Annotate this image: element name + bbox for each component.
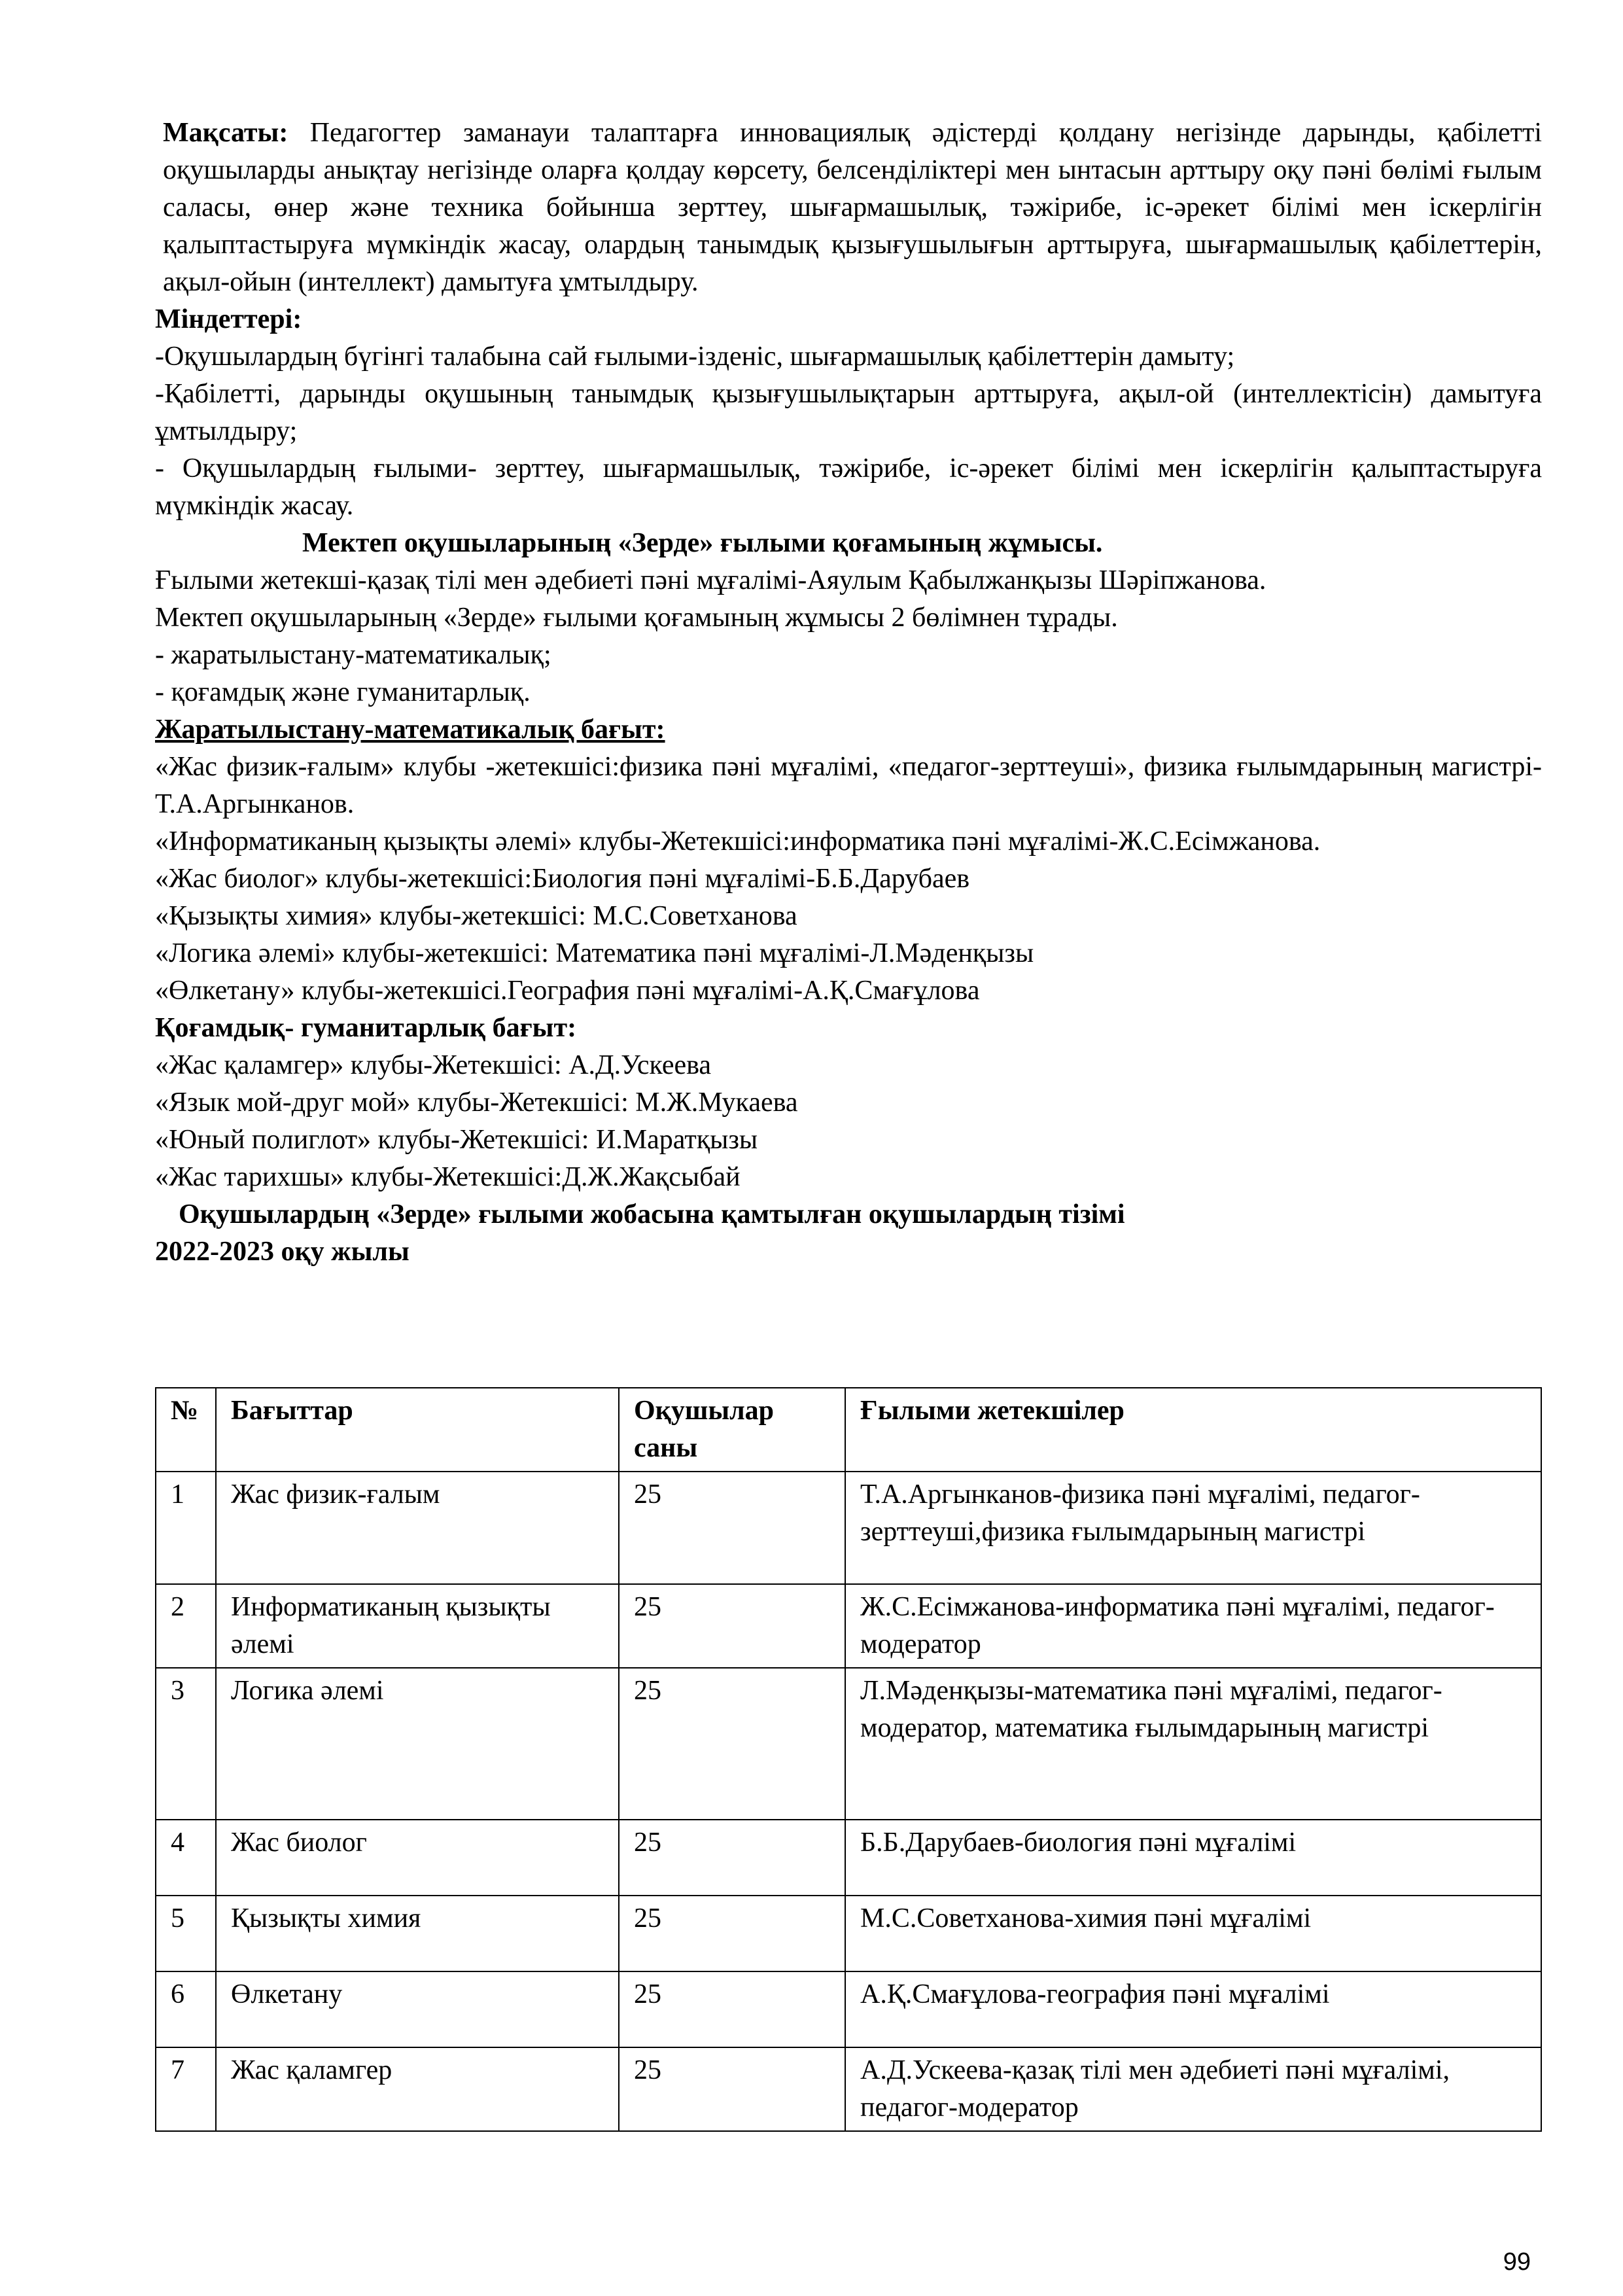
table-row [156, 1584, 1541, 1668]
society-line: - жаратылыстану-математикалық; [155, 640, 551, 670]
goal-paragraph [155, 115, 1542, 301]
row-supervisor: Б.Б.Дарубаев-биология пәні мұғалімі [845, 1820, 1541, 1896]
row-supervisor: А.Д.Ускеева-қазақ тілі мен әдебиеті пәні мұғалімі, педагог-модератор [845, 2047, 1541, 2131]
row-number: 5 [156, 1896, 216, 1971]
students-table [155, 1387, 1542, 2132]
club-item: «Жас биолог» клубы-жетекшісі:Биология пәні мұғалімі-Б.Б.Дарубаев [155, 864, 970, 894]
society-heading: Мектеп оқушыларының «Зерде» ғылыми қоғамының жұмысы. [302, 528, 1103, 558]
club-item: «Информатиканың қызықты әлемі» клубы-Жетекшісі:информатика пәні мұғалімі-Ж.С.Есімжанова. [155, 826, 1321, 857]
club-item: «Өлкетану» клубы-жетекшісі.География пәні мұғалімі-А.Қ.Смағұлова [155, 976, 980, 1006]
row-direction: Жас қаламгер [216, 2047, 619, 2131]
club-item: «Юный полиглот» клубы-Жетекшісі: И.Маратқызы [155, 1125, 758, 1155]
row-number: 3 [156, 1668, 216, 1820]
row-number: 4 [156, 1820, 216, 1896]
row-number: 7 [156, 2047, 216, 2131]
row-direction: Жас биолог [216, 1820, 619, 1896]
header-supervisors: Ғылыми жетекшілер [845, 1388, 1541, 1472]
natural-heading: Жаратылыстану-математикалық бағыт: [155, 715, 665, 745]
header-student-count: Оқушылар саны [619, 1388, 845, 1472]
club-item: «Язык мой-друг мой» клубы-Жетекшісі: М.Ж.Мукаева [155, 1087, 798, 1118]
table-row [156, 1896, 1541, 1971]
row-count: 25 [619, 1584, 845, 1668]
row-supervisor: Т.А.Аргынканов-физика пәні мұғалімі, педагог-зерттеуші,физика ғылымдарының магистрі [845, 1472, 1541, 1584]
club-item: «Жас тарихшы» клубы-Жетекшісі:Д.Ж.Жақсыбай [155, 1162, 741, 1192]
header-direction: Бағыттар [216, 1388, 619, 1472]
society-line: - қоғамдық және гуманитарлық. [155, 677, 531, 707]
task-item: -Оқушылардың бүгінгі талабына сай ғылыми-ізденіс, шығармашылық қабілеттерін дамыту; [155, 342, 1235, 372]
humanitarian-heading: Қоғамдық- гуманитарлық бағыт: [155, 1013, 577, 1043]
row-supervisor: М.С.Советханова-химия пәні мұғалімі [845, 1896, 1541, 1971]
row-direction: Өлкетану [216, 1971, 619, 2047]
row-supervisor: Л.Мәденқызы-математика пәні мұғалімі, педагог-модератор, математика ғылымдарының магистрі [845, 1668, 1541, 1820]
club-item: «Жас физик-ғалым» клубы -жетекшісі:физика пәні мұғалімі, «педагог-зерттеуші», физика ғылымдарының магистрі-Т.А.Аргынканов. [155, 752, 1542, 819]
row-count: 25 [619, 1668, 845, 1820]
table-row [156, 1472, 1541, 1584]
row-count: 25 [619, 2047, 845, 2131]
row-count: 25 [619, 1820, 845, 1896]
row-supervisor: А.Қ.Смағұлова-география пәні мұғалімі [845, 1971, 1541, 2047]
row-count: 25 [619, 1971, 845, 2047]
table-row [156, 1971, 1541, 2047]
society-line: Ғылыми жетекші-қазақ тілі мен әдебиеті пәні мұғалімі-Аяулым Қабылжанқызы Шәріпжанова. [155, 565, 1266, 595]
row-direction: Логика әлемі [216, 1668, 619, 1820]
academic-year: 2022-2023 оқу жылы [155, 1237, 410, 1267]
row-direction: Информатиканың қызықты әлемі [216, 1584, 619, 1668]
table-row [156, 2047, 1541, 2131]
row-supervisor: Ж.С.Есімжанова-информатика пәні мұғалімі, педагог-модератор [845, 1584, 1541, 1668]
row-direction: Жас физик-ғалым [216, 1472, 619, 1584]
table-row [156, 1820, 1541, 1896]
goal-label: Мақсаты: [163, 118, 288, 148]
row-number: 6 [156, 1971, 216, 2047]
header-number: № [156, 1388, 216, 1472]
document-body [155, 115, 1542, 1271]
society-line: Мектеп оқушыларының «Зерде» ғылыми қоғамының жұмысы 2 бөлімнен тұрады. [155, 603, 1118, 633]
tasks-heading: Міндеттері: [155, 304, 302, 334]
row-direction: Қызықты химия [216, 1896, 619, 1971]
row-number: 1 [156, 1472, 216, 1584]
row-number: 2 [156, 1584, 216, 1668]
list-title: Оқушылардың «Зерде» ғылыми жобасына қамтылған оқушылардың тізімі [179, 1199, 1125, 1229]
task-item: -Қабілетті, дарынды оқушының танымдық қызығушылықтарын арттыруға, ақыл-ой (интеллектісін) дамытуға ұмтылдыру; [155, 379, 1542, 446]
club-item: «Жас қаламгер» клубы-Жетекшісі: А.Д.Ускеева [155, 1050, 712, 1080]
club-item: «Логика әлемі» клубы-жетекшісі: Математика пәні мұғалімі-Л.Мәденқызы [155, 938, 1034, 968]
page-number: 99 [1503, 2248, 1531, 2276]
table-row [156, 1668, 1541, 1820]
club-item: «Қызықты химия» клубы-жетекшісі: М.С.Советханова [155, 901, 797, 931]
task-item: - Оқушылардың ғылыми- зерттеу, шығармашылық, тәжірибе, іс-әрекет білімі мен іскерлігін қалыптастыруға мүмкіндік жасау. [155, 453, 1542, 521]
row-count: 25 [619, 1896, 845, 1971]
table-header-row [156, 1388, 1541, 1472]
goal-text: Педагогтер заманауи талаптарға инновациялық әдістерді қолдану негізінде дарынды, қабілетті оқушыларды анықтау негізінде оларға қолдау көрсету, белсенділіктері мен ынтасын арттыру оқу пәні бөлімі ғылым саласы, өнер және техника бойынша зерттеу, шығармашылық, тәжірибе, іс-әрекет білімі мен іскерлігін қалыптастыруға мүмкіндік жасау, олардың танымдық қызығушылығын арттыруға, шығармашылық қабілеттерін, ақыл-ойын (интеллект) дамытуға ұмтылдыру. [163, 118, 1542, 297]
row-count: 25 [619, 1472, 845, 1584]
